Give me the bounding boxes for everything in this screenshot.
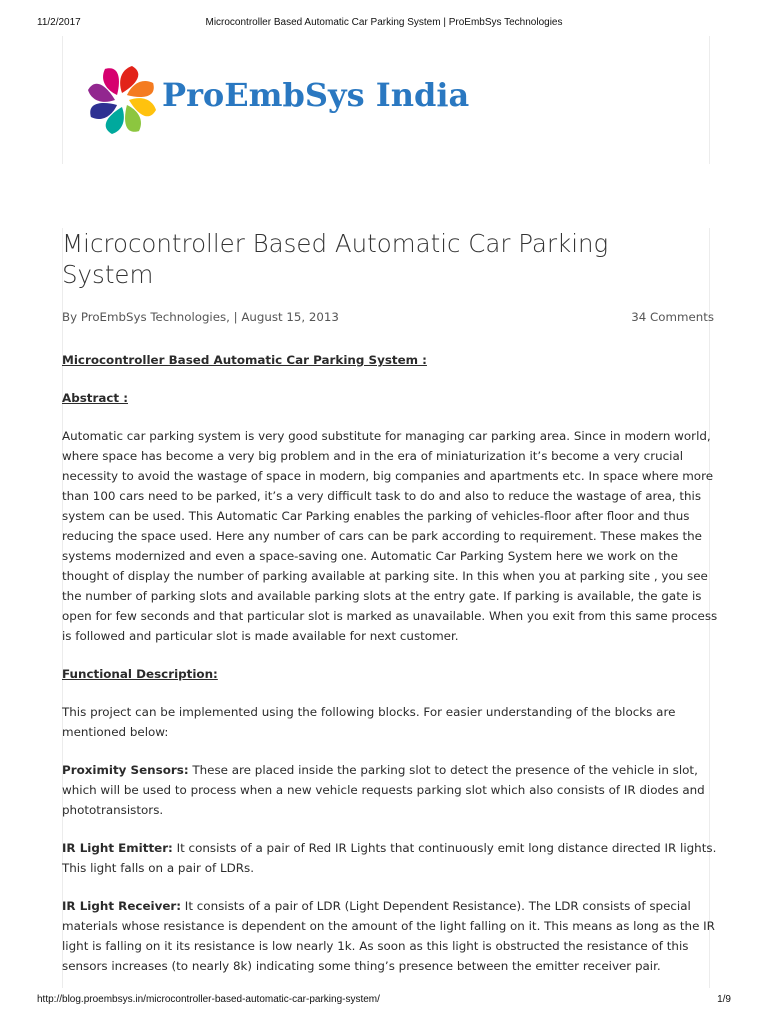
abstract-paragraph: Automatic car parking system is very good substitute for managing car parking area. Since in modern world, where space has become a very big problem and in the era of miniaturization it’s become a very crucial necessity to avoid the wastage of space in modern, big companies and apartments etc. In space where more than 100 cars need to be parked, it’s a very difficult task to do and also to reduce the wastage of area, this system can be used. This Automatic Car Parking enables the parking of vehicles-floor after floor and thus reducing the space used. Here any number of cars can be park according to requirement. These makes the systems modernized and even a space-saving one. Automatic Car Parking System here we work on the thought of display the number of parking available at parking site. In this when you at parking site , you see the number of parking slots and available parking slots at the entry gate. If parking is available, the gate is open for few seconds and that particular slot is marked as unavailable. When you exit from this same process is followed and particular slot is made available for next customer. [62,429,718,643]
post-meta [62,310,714,326]
post-author-date: By ProEmbSys Technologies, | August 15, 2013 [62,310,339,324]
print-date: 11/2/2017 [37,17,81,28]
pinwheel-logo-icon [86,62,158,138]
block-label: IR Light Emitter: [62,841,173,855]
site-logo[interactable] [86,62,486,138]
block-ir-emitter [62,838,722,878]
print-page-title: Microcontroller Based Automatic Car Parking System | ProEmbSys Technologies [205,17,563,28]
heading-abstract: Abstract : [62,391,128,405]
print-header [37,17,731,31]
post-title: Microcontroller Based Automatic Car Parking System [62,229,609,289]
block-label: IR Light Receiver: [62,899,182,913]
print-footer [37,994,731,1008]
print-url: http://blog.proembsys.in/microcontroller-based-automatic-car-parking-system/ [37,994,380,1005]
heading-main: Microcontroller Based Automatic Car Parking System : [62,353,427,367]
block-text: It consists of a pair of LDR (Light Dependent Resistance). The LDR consists of special materials whose resistance is dependent on the amount of the light falling on it. This means as long as the IR light is falling on it its resistance is low nearly 1k. As soon as this light is obstructed the resistance of this sensors increases (to nearly 8k) indicating some thing’s presence between the emitter receiver pair. [62,899,715,973]
block-proximity [62,760,722,820]
heading-functional: Functional Description: [62,667,218,681]
functional-intro: This project can be implemented using the following blocks. For easier understanding of the blocks are mentioned below: [62,705,676,739]
print-page-number: 1/9 [717,994,731,1005]
block-ir-receiver [62,896,722,976]
comments-link[interactable]: 34 Comments [631,310,714,324]
block-text: It consists of a pair of Red IR Lights that continuously emit long distance directed IR lights. This light falls on a pair of LDRs. [62,841,717,875]
block-text: These are placed inside the parking slot to detect the presence of the vehicle in slot, which will be used to process when a new vehicle requests parking slot which also consists of IR diodes and phototransistors. [62,763,705,817]
article-body [62,350,722,994]
block-label: Proximity Sensors: [62,763,189,777]
brand-name: ProEmbSys India [162,76,470,114]
